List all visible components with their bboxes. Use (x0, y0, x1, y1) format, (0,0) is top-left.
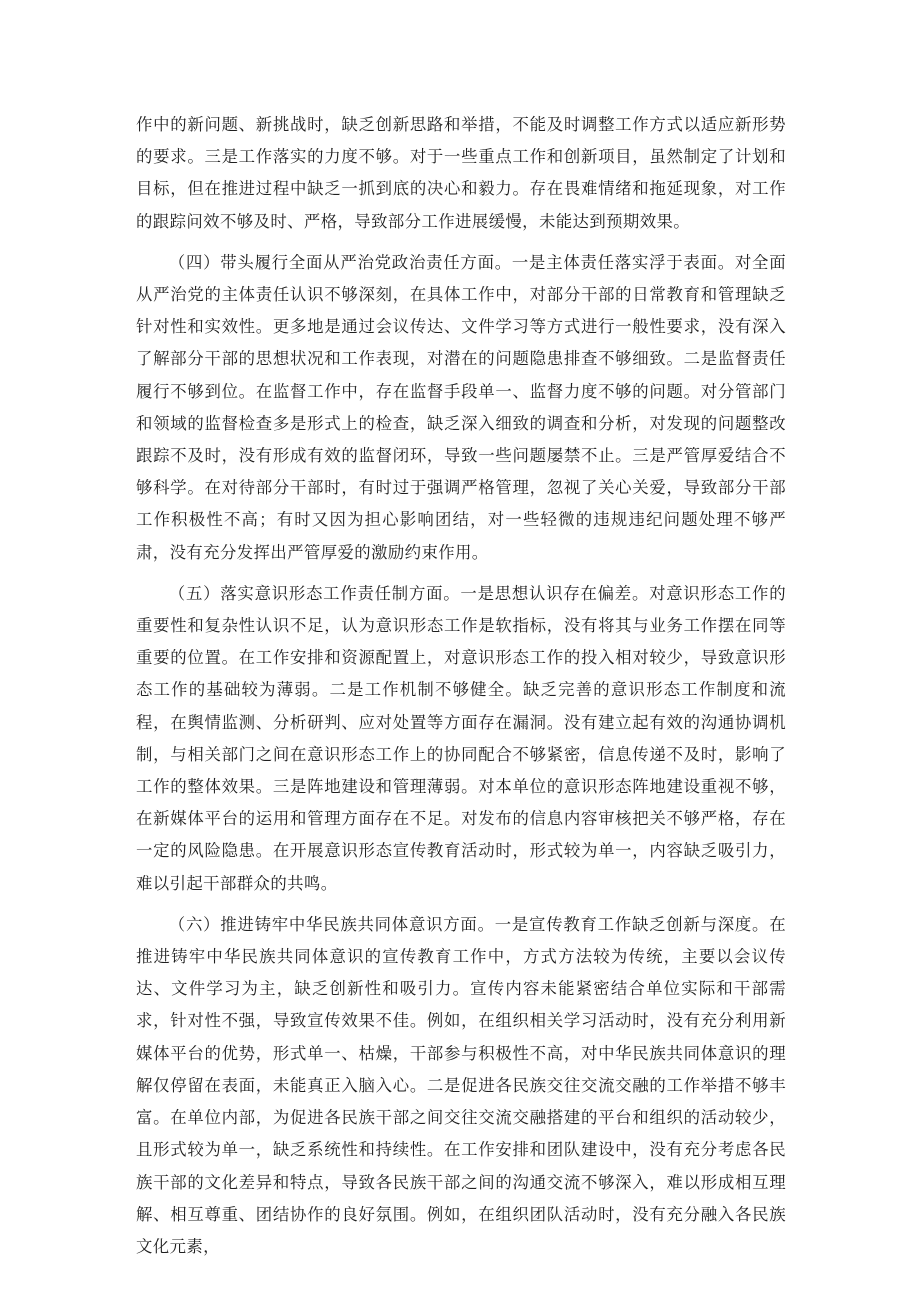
document-body (136, 109, 786, 1263)
paragraph-section-5: （五）落实意识形态工作责任制方面。一是思想认识存在偏差。对意识形态工作的重要性和复杂性认识不足，认为意识形态工作是软指标，没有将其与业务工作摆在同等重要的位置。在工作安排和资源配置上，对意识形态工作的投入相对较少，导致意识形态工作的基础较为薄弱。二是工作机制不够健全。缺乏完善的意识形态工作制度和流程，在舆情监测、分析研判、应对处置等方面存在漏洞。没有建立起有效的沟通协调机制，与相关部门之间在意识形态工作上的协同配合不够紧密，信息传递不及时，影响了工作的整体效果。三是阵地建设和管理薄弱。对本单位的意识形态阵地建设重视不够，在新媒体平台的运用和管理方面存在不足。对发布的信息内容审核把关不够严格，存在一定的风险隐患。在开展意识形态宣传教育活动时，形式较为单一，内容缺乏吸引力，难以引起干部群众的共鸣。 (136, 583, 786, 893)
paragraph-section-6: （六）推进铸牢中华民族共同体意识方面。一是宣传教育工作缺乏创新与深度。在推进铸牢中华民族共同体意识的宣传教育工作中，方式方法较为传统，主要以会议传达、文件学习为主，缺乏创新性和吸引力。宣传内容未能紧密结合单位实际和干部需求，针对性不强，导致宣传效果不佳。例如，在组织相关学习活动时，没有充分利用新媒体平台的优势，形式单一、枯燥，干部参与积极性不高，对中华民族共同体意识的理解仅停留在表面，未能真正入脑入心。二是促进各民族交往交流交融的工作举措不够丰富。在单位内部，为促进各民族干部之间交往交流交融搭建的平台和组织的活动较少，且形式较为单一，缺乏系统性和持续性。在工作安排和团队建设中，没有充分考虑各民族干部的文化差异和特点，导致各民族干部之间的沟通交流不够深入，难以形成相互理解、相互尊重、团结协作的良好氛围。例如，在组织团队活动时，没有充分融入各民族文化元素， (136, 914, 786, 1256)
paragraph-continuation: 作中的新问题、新挑战时，缺乏创新思路和举措，不能及时调整工作方式以适应新形势的要求。三是工作落实的力度不够。对于一些重点工作和创新项目，虽然制定了计划和目标，但在推进过程中缺乏一抓到底的决心和毅力。存在畏难情绪和拖延现象，对工作的跟踪问效不够及时、严格，导致部分工作进展缓慢，未能达到预期效果。 (136, 115, 786, 231)
paragraph-section-4: （四）带头履行全面从严治党政治责任方面。一是主体责任落实浮于表面。对全面从严治党的主体责任认识不够深刻，在具体工作中，对部分干部的日常教育和管理缺乏针对性和实效性。更多地是通过会议传达、文件学习等方式进行一般性要求，没有深入了解部分干部的思想状况和工作表现，对潜在的问题隐患排查不够细致。二是监督责任履行不够到位。在监督工作中，存在监督手段单一、监督力度不够的问题。对分管部门和领域的监督检查多是形式上的检查，缺乏深入细致的调查和分析，对发现的问题整改跟踪不及时，没有形成有效的监督闭环，导致一些问题屡禁不止。三是严管厚爱结合不够科学。在对待部分干部时，有时过于强调严格管理，忽视了关心关爱，导致部分干部工作积极性不高；有时又因为担心影响团结，对一些轻微的违规违纪问题处理不够严肃，没有充分发挥出严管厚爱的激励约束作用。 (136, 252, 786, 562)
